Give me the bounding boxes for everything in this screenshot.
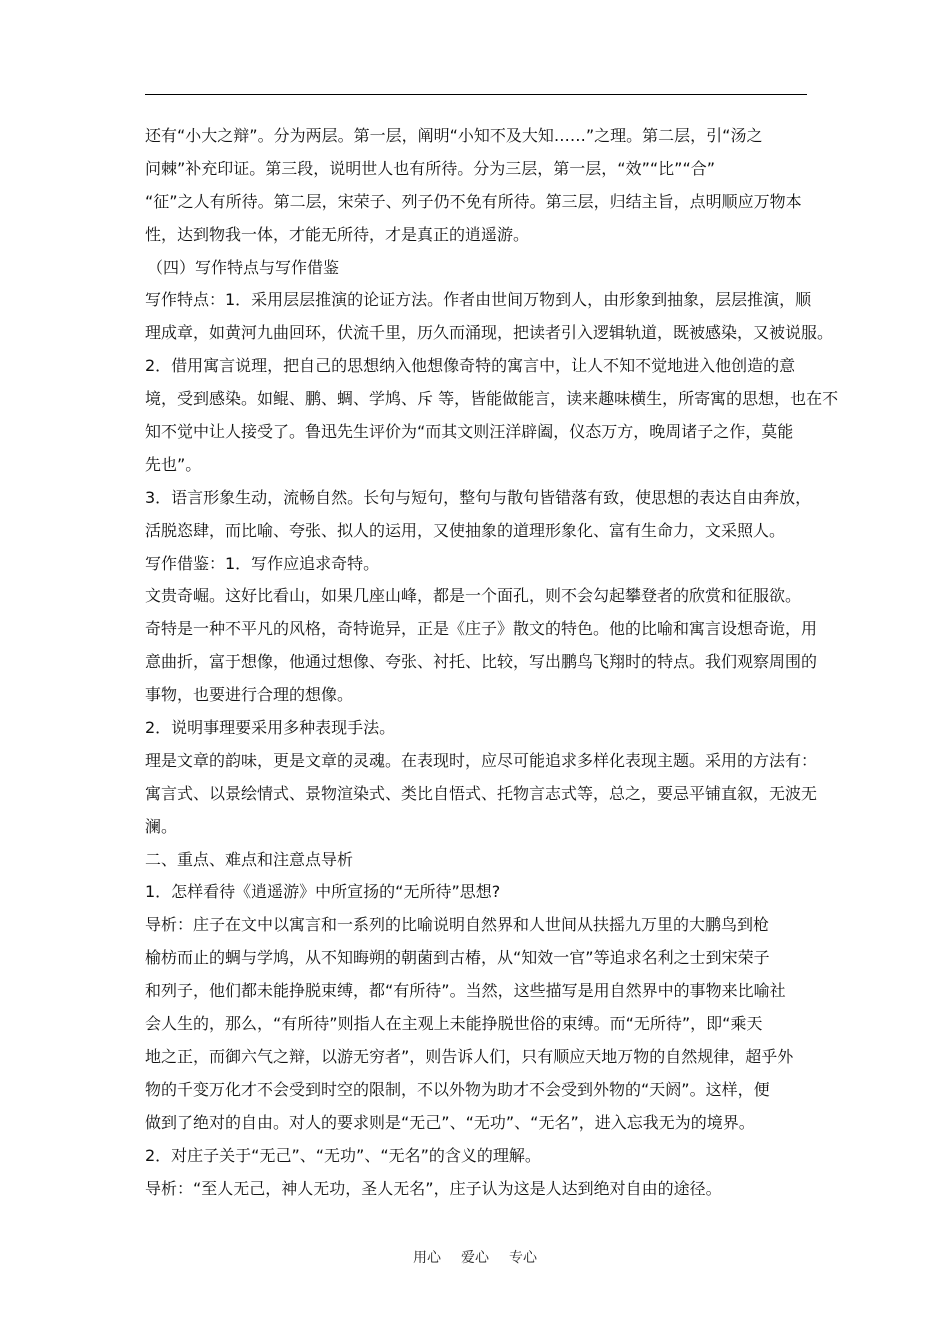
document-body (145, 120, 839, 1205)
text-line: 二、重点、难点和注意点导析 (145, 849, 354, 869)
text-line: 导析：庄子在文中以寓言和一系列的比喻说明自然界和人世间从扶摇九万里的大鹏鸟到枪 (145, 915, 770, 935)
text-line: 2．借用寓言说理，把自己的思想纳入他想像奇特的寓言中，让人不知不觉地进入他创造的意 (145, 356, 796, 376)
text-line: 理是文章的韵味，更是文章的灵魂。在表现时，应尽可能追求多样化表现主题。采用的方法有： (145, 750, 818, 770)
text-line: （四）写作特点与写作借鉴 (147, 257, 340, 277)
text-line: 2．对庄子关于“无己”、“无功”、“无名”的含义的理解。 (145, 1145, 541, 1165)
footer-motto-1: 用心 (413, 1250, 441, 1266)
text-line: 物的千变万化才不会受到时空的限制，不以外物为助才不会受到外物的“天阏”。这样，便 (145, 1079, 770, 1099)
text-line: 文贵奇崛。这好比看山，如果几座山峰，都是一个面孔，则不会勾起攀登者的欣赏和征服欲。 (145, 586, 802, 606)
text-line: 问棘”补充印证。第三段，说明世人也有所待。分为三层，第一层，“效”“比”“合” (145, 158, 716, 178)
text-line: 地之正，而御六气之辩，以游无穷者”，则告诉人们，只有顺应天地万物的自然规律，超乎外 (145, 1046, 794, 1066)
footer-motto-2: 爱心 (461, 1250, 489, 1266)
text-line: 性，达到物我一体，才能无所待，才是真正的逍遥游。 (145, 224, 530, 244)
text-line: 境，受到感染。如鲲、鹏、蜩、学鸠、斥 等，皆能做能言，读来趣味横生，所寄寓的思想，也在不 (145, 389, 839, 409)
text-line: “征”之人有所待。第二层，宋荣子、列子仍不免有所待。第三层，归结主旨，点明顺应万物本 (145, 191, 802, 211)
text-line: 知不觉中让人接受了。鲁迅先生评价为“而其文则汪洋辟阖，仪态万方，晚周诸子之作，莫能 (145, 422, 794, 442)
text-line: 意曲折，富于想像，他通过想像、夸张、衬托、比较，写出鹏鸟飞翔时的特点。我们观察周围的 (145, 652, 818, 672)
text-line: 导析：“至人无己，神人无功，圣人无名”，庄子认为这是人达到绝对自由的途径。 (145, 1178, 722, 1198)
text-line: 和列子，他们都未能挣脱束缚，都“有所待”。当然，这些描写是用自然界中的事物来比喻社 (145, 981, 786, 1001)
text-line: 还有“小大之辩”。分为两层。第一层，阐明“小知不及大知……”之理。第二层，引“汤之 (145, 126, 763, 145)
text-line: 写作特点：1．采用层层推演的论证方法。作者由世间万物到人，由形象到抽象，层层推演，顺 (145, 290, 812, 310)
footer-motto-3: 专心 (509, 1250, 537, 1266)
text-line: 奇特是一种不平凡的风格，奇特诡异，正是《庄子》散文的特色。他的比喻和寓言设想奇诡，用 (145, 619, 818, 639)
text-line: 理成章，如黄河九曲回环，伏流千里，历久而涌现，把读者引入逻辑轨道，既被感染，又被说服。 (145, 323, 834, 343)
text-line: 会人生的，那么，“有所待”则指人在主观上未能挣脱世俗的束缚。而“无所待”，即“乘天 (145, 1014, 763, 1034)
text-line: 事物，也要进行合理的想像。 (145, 685, 354, 705)
text-line: 先也”。 (145, 454, 202, 474)
header-rule (145, 94, 807, 95)
text-line: 寓言式、以景绘情式、景物渲染式、类比自悟式、托物言志式等，总之，要忌平铺直叙，无波无 (145, 783, 818, 803)
text-line: 做到了绝对的自由。对人的要求则是“无己”、“无功”、“无名”，进入忘我无为的境界。 (145, 1112, 755, 1132)
text-line: 2．说明事理要采用多种表现手法。 (145, 718, 396, 738)
text-line: 榆枋而止的蜩与学鸠，从不知晦朔的朝菌到古椿，从“知效一官”等追求名利之士到宋荣子 (145, 948, 770, 968)
page-footer (0, 1247, 950, 1267)
text-line: 写作借鉴：1．写作应追求奇特。 (145, 553, 380, 573)
text-line: 1．怎样看待《逍遥游》中所宣扬的“无所待”思想? (145, 882, 501, 902)
text-line: 活脱恣肆，而比喻、夸张、拟人的运用，又使抽象的道理形象化、富有生命力，文采照人。 (145, 520, 786, 540)
text-line: 澜。 (145, 816, 178, 836)
text-line: 3．语言形象生动，流畅自然。长句与短句，整句与散句皆错落有致，使思想的表达自由奔放， (145, 487, 812, 507)
